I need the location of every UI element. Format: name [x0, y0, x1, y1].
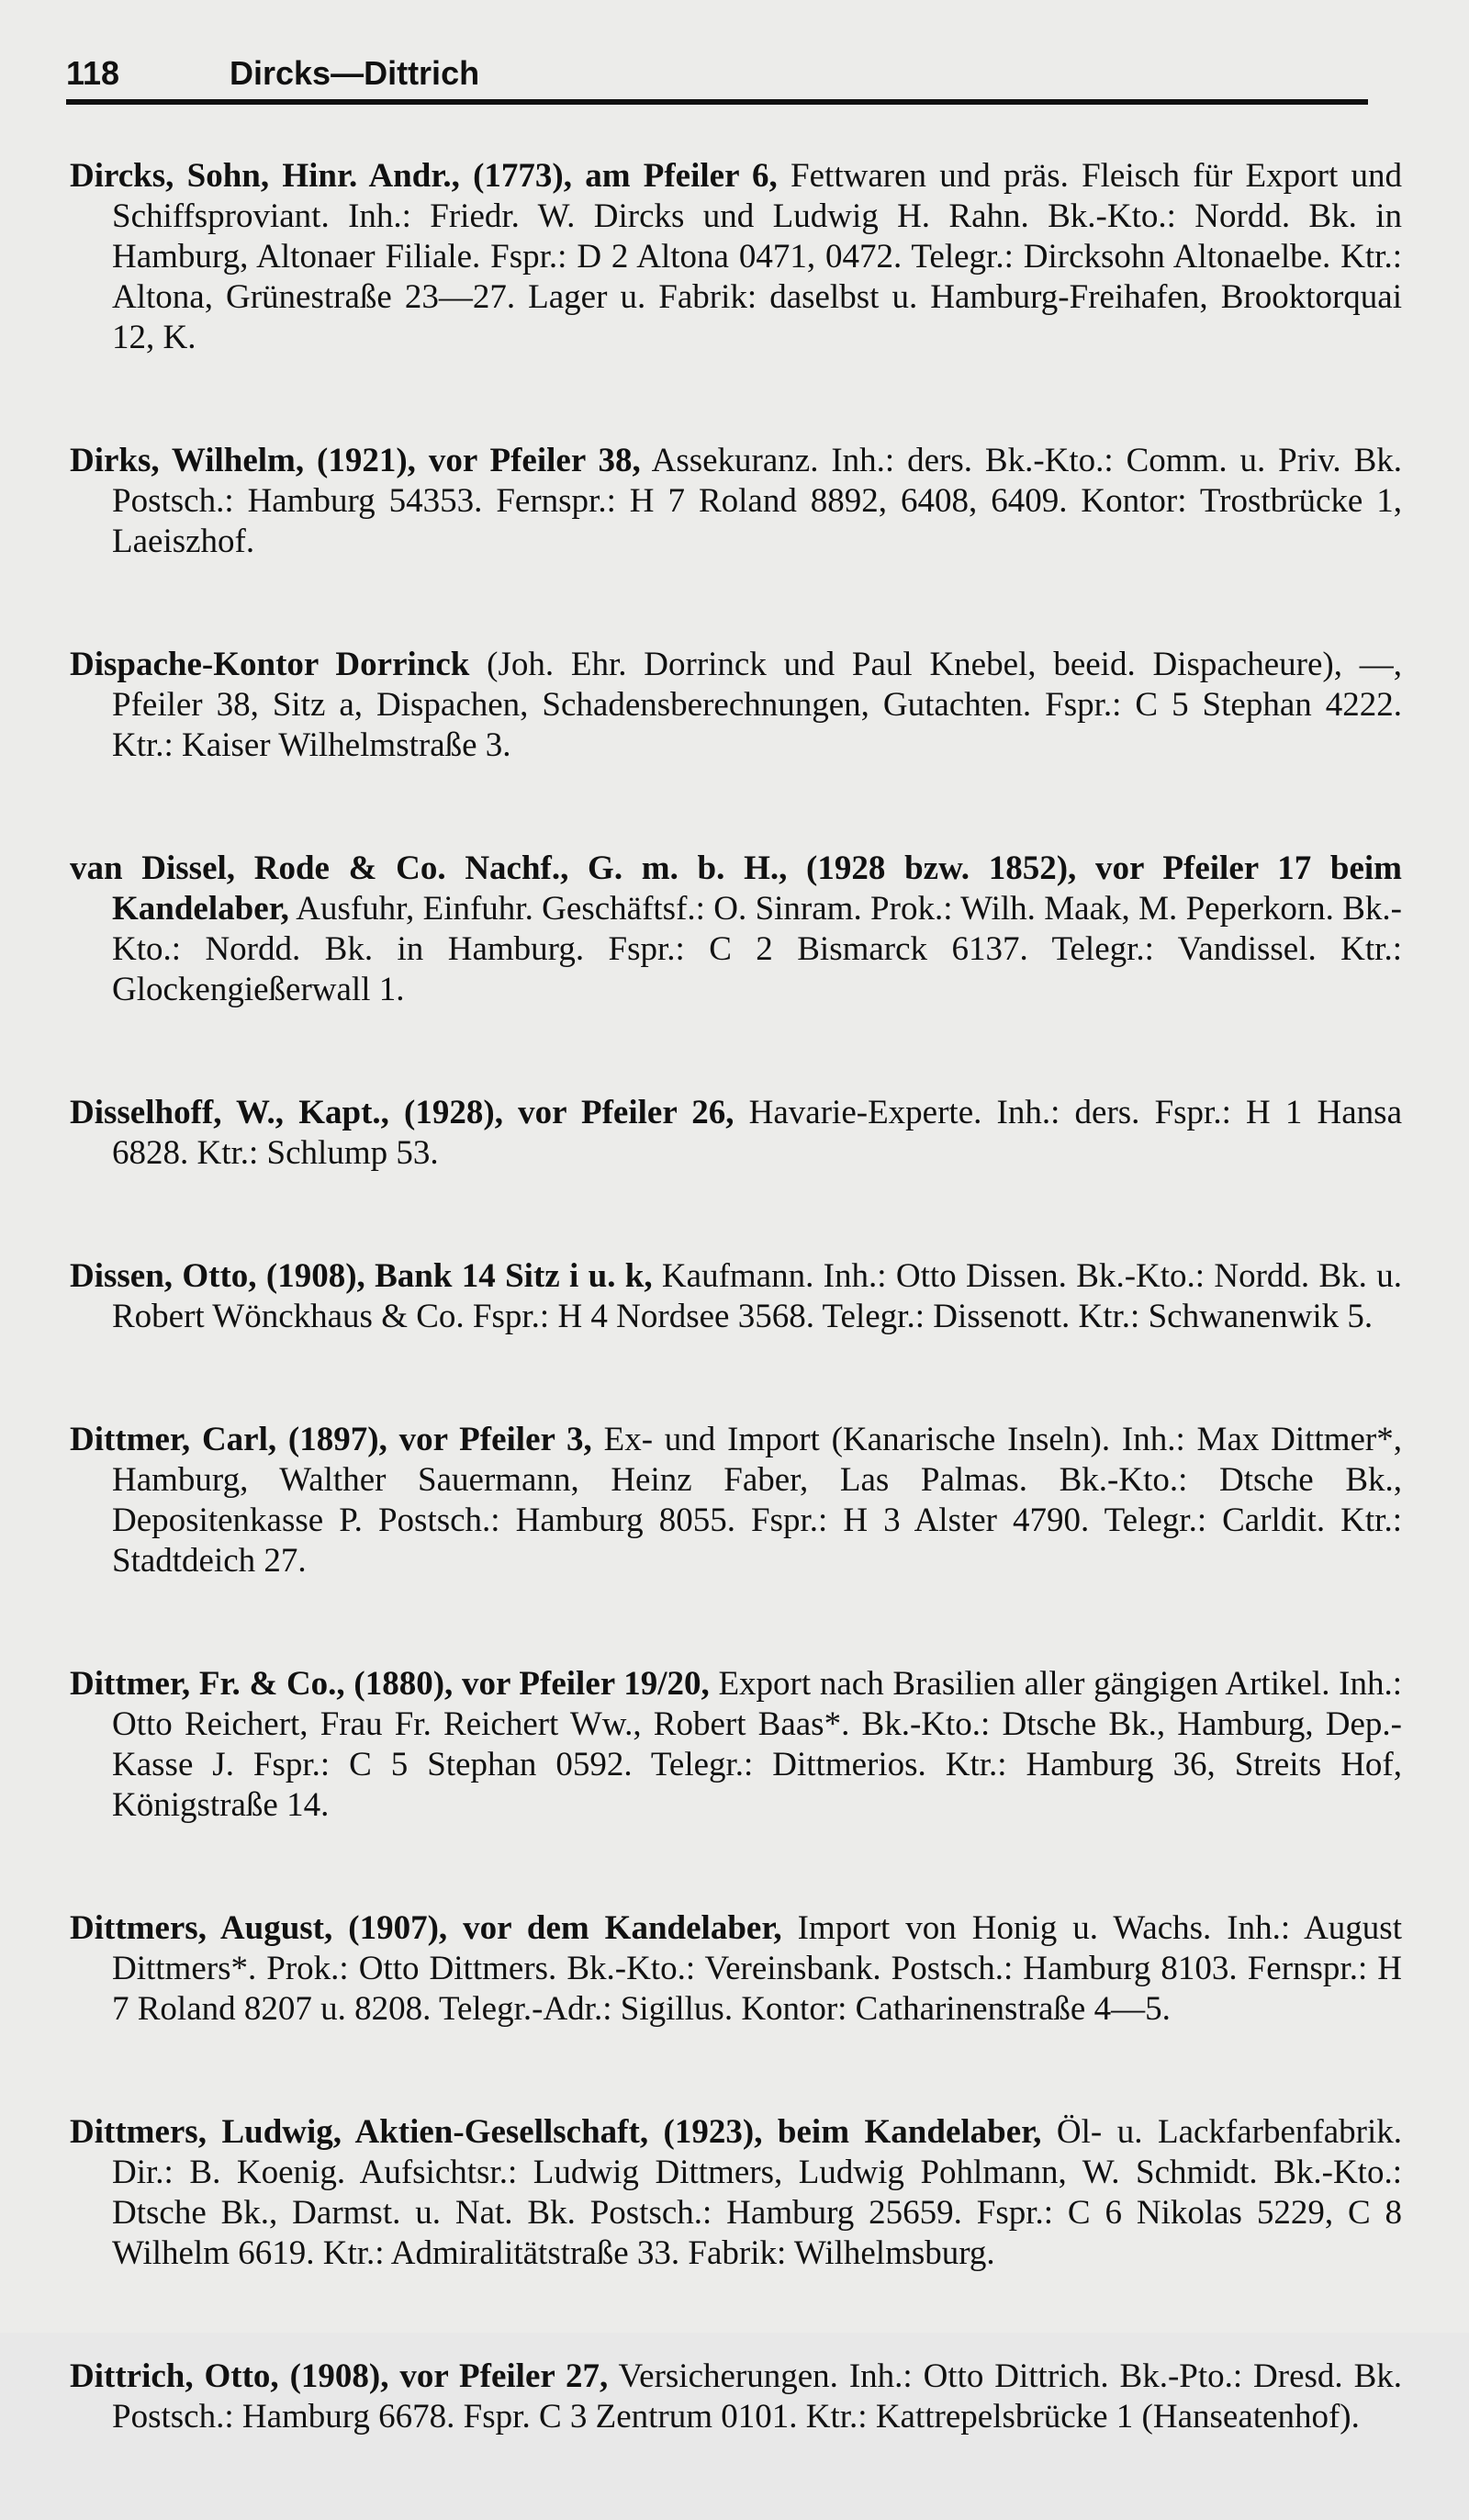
entry-list: [70, 156, 1403, 2520]
entry-text: Ausfuhr, Einfuhr. Geschäftsf.: O. Sinram. Prok.: Wilh. Maak, M. Peperkorn. Bk.-Kto.: Nordd. Bk. in Hamburg. Fspr.: C 2 Bismarck 6137. Telegr.: Vandissel. Ktr.: Glockengießerwall 1.: [112, 890, 1402, 1008]
directory-entry: [70, 1093, 1402, 1174]
directory-entry: [70, 441, 1402, 562]
entry-name: Dittmer, Fr. & Co., (1880), vor Pfeiler 19/20,: [70, 1665, 710, 1703]
header-rule: [66, 99, 1368, 105]
entry-text: Kaufmann. Inh.: Otto Dissen. Bk.-Kto.: Nordd. Bk. u. Robert Wönckhaus & Co. Fspr.: H 4 Nordsee 3568. Telegr.: Dissenott. Ktr.: Schwanenwik 5.: [112, 1257, 1402, 1335]
entry-name: Dirks, Wilhelm, (1921), vor Pfeiler 38,: [70, 442, 641, 479]
entry-text: (Joh. Ehr. Dorrinck und Paul Knebel, beeid. Dispacheure), —, Pfeiler 38, Sitz a, Dispachen, Schadensberechnungen, Gutachten. Fspr.: C 5 Stephan 4222. Ktr.: Kaiser Wilhelmstraße 3.: [112, 646, 1402, 764]
entry-name: Dissen, Otto, (1908), Bank 14 Sitz i u. k,: [70, 1257, 653, 1295]
page-header: [66, 51, 1370, 96]
entry-text: Fettwaren und präs. Fleisch für Export und Schiffsproviant. Inh.: Friedr. W. Dircks und Ludwig H. Rahn. Bk.-Kto.: Nordd. Bk. in Hamburg, Altonaer Filiale. Fspr.: D 2 Altona 0471, 0472. Telegr.: Dircksohn Altonaelbe. Ktr.: Altona, Grünestraße 23—27. Lager u. Fabrik: daselbst u. Hamburg-Freihafen, Brooktorquai 12, K.: [112, 157, 1402, 356]
entry-name: van Dissel, Rode & Co. Nachf., G. m. b. H., (1928 bzw. 1852), vor Pfeiler 17 beim Kandelaber,: [70, 849, 1402, 928]
entry-name: Dittmers, Ludwig, Aktien-Gesellschaft, (1923), beim Kandelaber,: [70, 2113, 1042, 2151]
entry-name: Disselhoff, W., Kapt., (1928), vor Pfeiler 26,: [70, 1094, 734, 1131]
entry-text: Öl- u. Lackfarbenfabrik. Dir.: B. Koenig. Aufsichtsr.: Ludwig Dittmers, Ludwig Pohlmann, W. Schmidt. Bk.-Kto.: Dtsche Bk., Darmst. u. Nat. Bk. Postsch.: Hamburg 25659. Fspr.: C 6 Nikolas 5229, C 8 Wilhelm 6619. Ktr.: Admiralitätstraße 33. Fabrik: Wilhelmsburg.: [112, 2113, 1402, 2272]
directory-entry: [70, 1420, 1402, 1581]
directory-entry: [70, 156, 1402, 358]
entry-name: Dircks, Sohn, Hinr. Andr., (1773), am Pfeiler 6,: [70, 157, 778, 195]
entry-name: Dittrich, Otto, (1908), vor Pfeiler 27,: [70, 2357, 609, 2395]
directory-entry: [70, 2112, 1402, 2274]
directory-entry: [70, 1256, 1402, 1337]
directory-entry: [70, 1908, 1402, 2030]
entry-text: Versicherungen. Inh.: Otto Dittrich. Bk.-Pto.: Dresd. Bk. Postsch.: Hamburg 6678. Fspr. C 3 Zentrum 0101. Ktr.: Kattrepelsbrücke 1 (Hanseatenhof).: [112, 2357, 1403, 2436]
entry-name: Dittmers, August, (1907), vor dem Kandelaber,: [70, 1909, 782, 1947]
directory-entry: [70, 849, 1402, 1010]
entry-text: Export nach Brasilien aller gängigen Artikel. Inh.: Otto Reichert, Frau Fr. Reichert Ww., Robert Baas*. Bk.-Kto.: Dtsche Bk., Hamburg, Dep.-Kasse J. Fspr.: C 5 Stephan 0592. Telegr.: Dittmerios. Ktr.: Hamburg 36, Streits Hof, Königstraße 14.: [112, 1665, 1402, 1824]
entry-name: Dittmer, Carl, (1897), vor Pfeiler 3,: [70, 1421, 592, 1458]
entry-text: Import von Honig u. Wachs. Inh.: August Dittmers*. Prok.: Otto Dittmers. Bk.-Kto.: Vereinsbank. Postsch.: Hamburg 8103. Fernspr.: H 7 Roland 8207 u. 8208. Telegr.-Adr.: Sigillus. Kontor: Catharinenstraße 4—5.: [112, 1909, 1402, 2028]
entry-text: Havarie-Experte. Inh.: ders. Fspr.: H 1 Hansa 6828. Ktr.: Schlump 53.: [112, 1094, 1403, 1172]
page-number: 118: [66, 54, 120, 92]
directory-entry: [70, 645, 1402, 766]
directory-entry: [70, 1664, 1402, 1826]
entry-text: Ex- und Import (Kanarische Inseln). Inh.: Max Dittmer*, Hamburg, Walther Sauermann, Heinz Faber, Las Palmas. Bk.-Kto.: Dtsche Bk., Depositenkasse P. Postsch.: Hamburg 8055. Fspr.: H 3 Alster 4790. Telegr.: Carldit. Ktr.: Stadtdeich 27.: [112, 1421, 1403, 1580]
running-title: Dircks—Dittrich: [230, 54, 480, 92]
directory-entry: [70, 2357, 1402, 2437]
entry-name: Dispache-Kontor Dorrinck: [70, 646, 470, 683]
entry-text: Assekuranz. Inh.: ders. Bk.-Kto.: Comm. u. Priv. Bk. Postsch.: Hamburg 54353. Fernspr.: H 7 Roland 8892, 6408, 6409. Kontor: Trostbrücke 1, Laeiszhof.: [112, 442, 1403, 560]
